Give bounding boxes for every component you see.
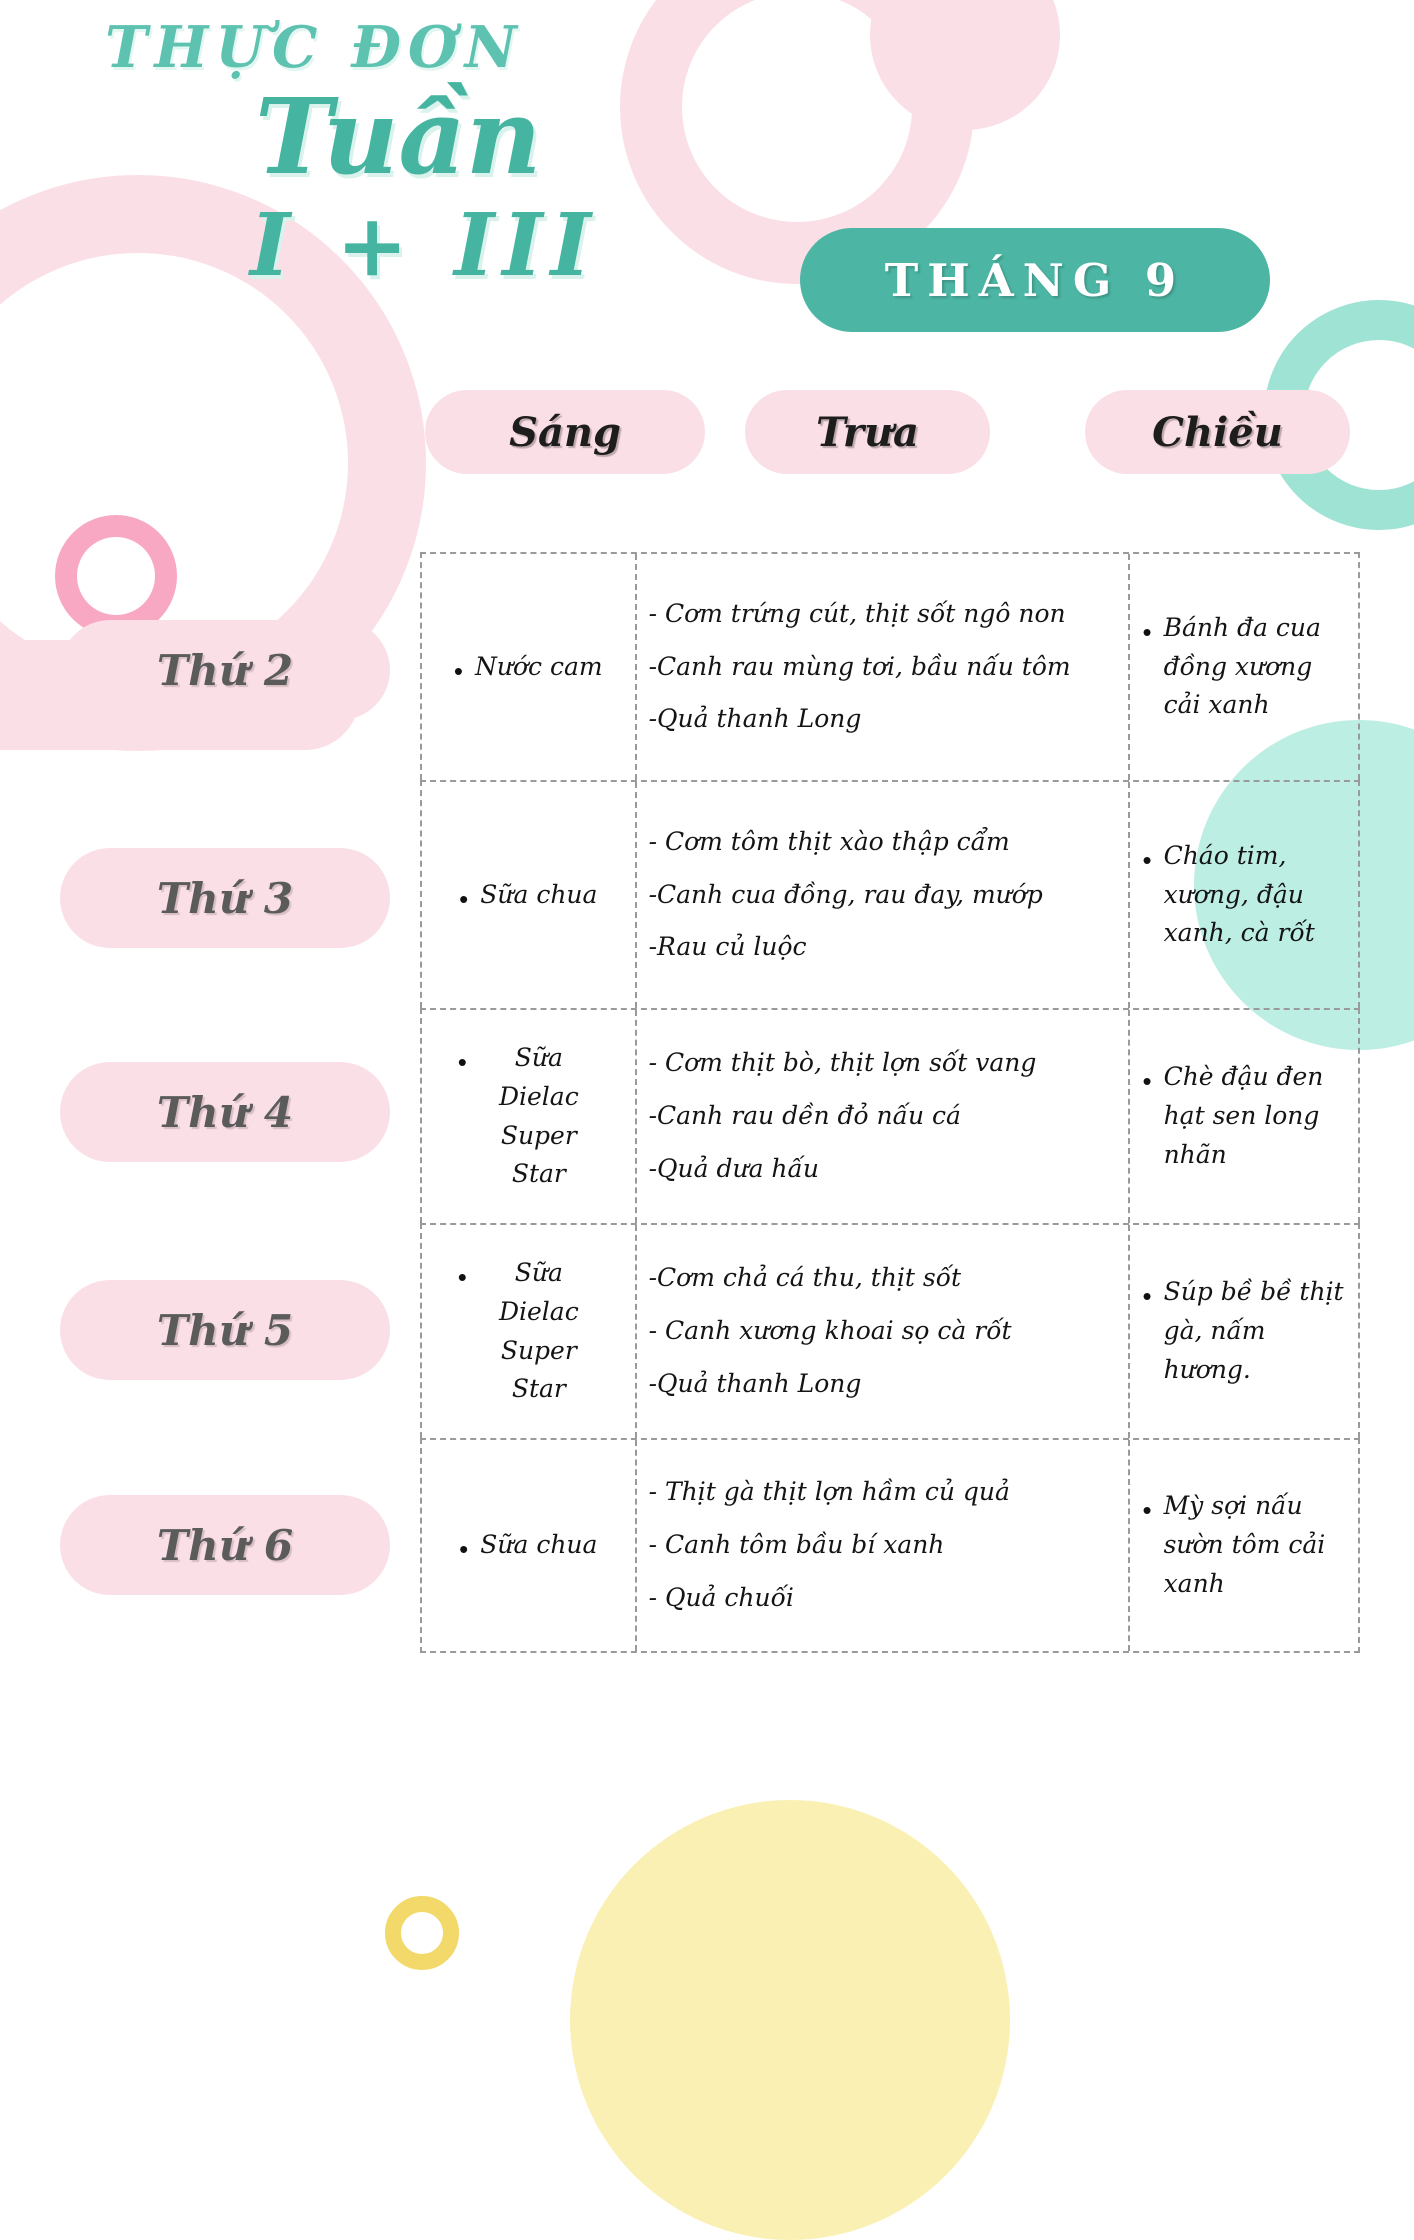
noon-item: -Rau củ luộc: [648, 932, 807, 962]
day-label-tuesday: Thứ 3: [60, 848, 390, 948]
cell-morning: [422, 554, 637, 780]
noon-item: - Cơm thịt bò, thịt lợn sốt vang: [648, 1048, 1037, 1078]
cell-noon: [637, 1010, 1131, 1223]
cell-afternoon: [1130, 554, 1358, 780]
table-row: [420, 1223, 1360, 1438]
cell-morning: [422, 782, 637, 1008]
morning-item: Sữa chua: [480, 1530, 598, 1560]
column-header-morning: Sáng: [425, 390, 705, 474]
noon-item: -Quả dưa hấu: [648, 1153, 819, 1183]
bullet-icon: •: [457, 1047, 467, 1077]
noon-item: - Cơm tôm thịt xào thập cẩm: [648, 826, 1010, 856]
day-label-monday: Thứ 2: [60, 620, 390, 720]
bullet-icon: •: [1142, 616, 1152, 647]
noon-item: - Canh tôm bầu bí xanh: [648, 1530, 945, 1560]
decoration-circle-yellow: [570, 1800, 1010, 2240]
noon-item: - Cơm trứng cút, thịt sốt ngô non: [648, 598, 1066, 628]
morning-item: Sữa Dielac Super Star: [498, 1043, 579, 1189]
bullet-icon: •: [1142, 1066, 1152, 1097]
noon-item: -Quả thanh Long: [648, 1368, 862, 1398]
afternoon-item: Súp bề bề thịt gà, nấm hương.: [1163, 1277, 1344, 1384]
bullet-icon: •: [459, 1534, 469, 1565]
noon-item: -Canh cua đồng, rau đay, mướp: [648, 879, 1043, 909]
bullet-icon: •: [459, 883, 469, 914]
page-title-menu: THỰC ĐƠN: [105, 14, 524, 81]
afternoon-item: Chè đậu đen hạt sen long nhãn: [1163, 1062, 1324, 1169]
noon-item: -Quả thanh Long: [648, 704, 862, 734]
cell-noon: [637, 554, 1131, 780]
noon-item: - Quả chuối: [648, 1582, 794, 1612]
page-title-weeknumbers: I + III: [250, 195, 599, 296]
cell-noon: [637, 1225, 1131, 1438]
bullet-icon: •: [453, 655, 464, 686]
cell-afternoon: [1130, 782, 1358, 1008]
cell-noon: [637, 782, 1131, 1008]
bullet-icon: •: [1142, 844, 1152, 875]
cell-afternoon: [1130, 1010, 1358, 1223]
bullet-icon: •: [1142, 1281, 1152, 1312]
table-row: [420, 552, 1360, 780]
morning-item: Nước cam: [475, 651, 603, 681]
noon-item: -Cơm chả cá thu, thịt sốt: [648, 1263, 962, 1293]
morning-item: Sữa chua: [480, 879, 598, 909]
table-row: [420, 780, 1360, 1008]
cell-morning: [422, 1225, 637, 1438]
cell-morning: [422, 1010, 637, 1223]
column-header-afternoon: Chiều: [1085, 390, 1350, 474]
cell-afternoon: [1130, 1440, 1358, 1651]
cell-morning: [422, 1440, 637, 1651]
day-label-wednesday: Thứ 4: [60, 1062, 390, 1162]
decoration-ring-pink-small: [55, 515, 177, 637]
column-header-noon: Trưa: [745, 390, 990, 474]
month-badge: THÁNG 9: [800, 228, 1270, 332]
decoration-ring-yellow: [385, 1896, 459, 1970]
noon-item: -Canh rau dền đỏ nấu cá: [648, 1101, 961, 1131]
noon-item: - Canh xương khoai sọ cà rốt: [648, 1316, 1012, 1346]
bullet-icon: •: [1142, 1495, 1152, 1526]
cell-noon: [637, 1440, 1131, 1651]
table-row: [420, 1008, 1360, 1223]
cell-afternoon: [1130, 1225, 1358, 1438]
noon-item: - Thịt gà thịt lợn hầm củ quả: [648, 1477, 1010, 1507]
day-label-thursday: Thứ 5: [60, 1280, 390, 1380]
day-label-friday: Thứ 6: [60, 1495, 390, 1595]
afternoon-item: Cháo tim, xương, đậu xanh, cà rốt: [1163, 840, 1315, 948]
morning-item: Sữa Dielac Super Star: [498, 1258, 579, 1404]
afternoon-item: Mỳ sợi nấu sườn tôm cải xanh: [1163, 1491, 1326, 1598]
noon-item: -Canh rau mùng tơi, bầu nấu tôm: [648, 651, 1071, 681]
bullet-icon: •: [457, 1262, 467, 1292]
menu-table: [420, 552, 1360, 1653]
page-title-week: Tuần: [255, 75, 542, 198]
afternoon-item: Bánh đa cua đồng xương cải xanh: [1163, 612, 1321, 720]
table-row: [420, 1438, 1360, 1653]
